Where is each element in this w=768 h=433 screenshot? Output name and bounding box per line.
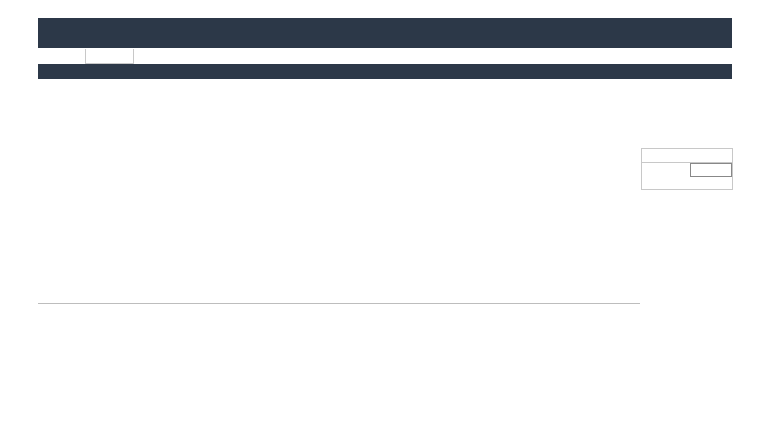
page-title [38, 18, 732, 48]
cap-rate-note-line1 [641, 148, 733, 163]
cap-rate-row [641, 163, 733, 176]
section-gap [38, 290, 640, 304]
cap-rate-note-line3 [641, 176, 733, 190]
cap-rate-value[interactable] [690, 163, 732, 177]
cap-rate-note [641, 148, 733, 190]
section-title [38, 64, 732, 79]
index-cell [85, 49, 134, 64]
